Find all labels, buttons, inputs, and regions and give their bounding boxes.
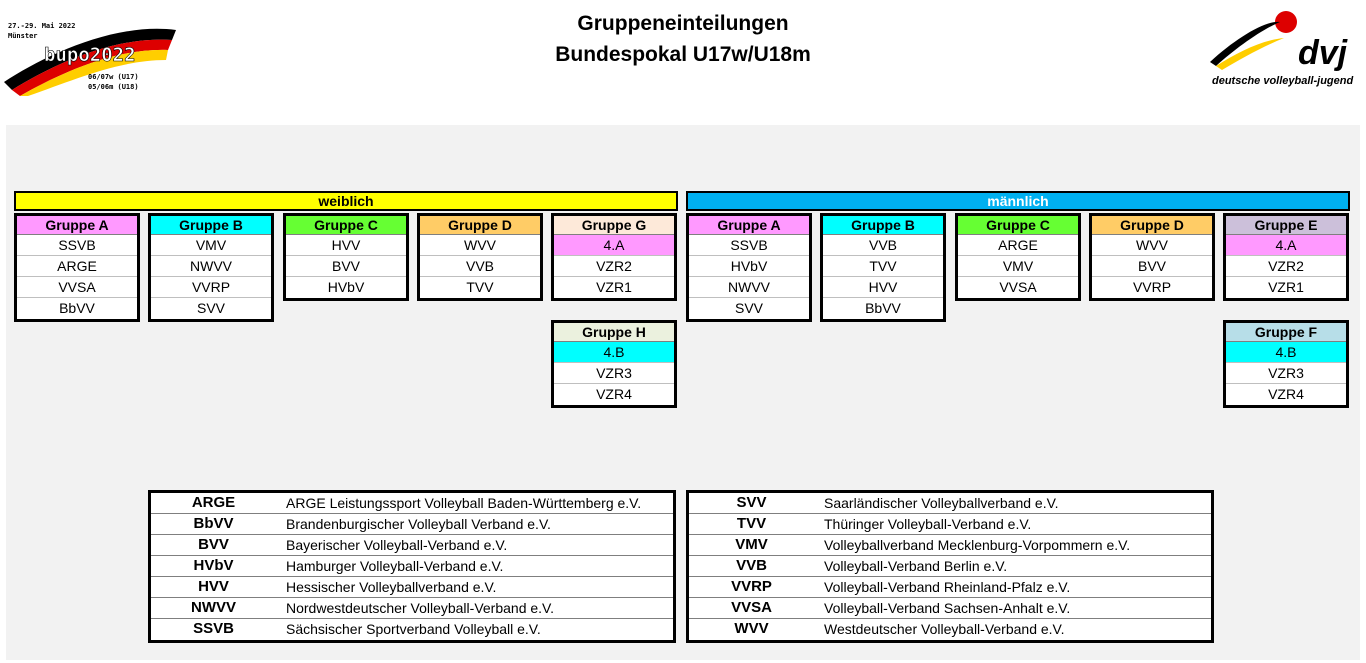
maennlich-group-b [820, 213, 946, 322]
legend-row [689, 598, 1211, 619]
legend-row [689, 556, 1211, 577]
legend-full-name: Volleyballverband Mecklenburg-Vorpommern e.V. [824, 537, 1131, 553]
weiblich-group-c [283, 213, 409, 301]
legend-full-name: Volleyball-Verband Sachsen-Anhalt e.V. [824, 600, 1071, 616]
maennlich-group-f [1223, 320, 1349, 408]
legend-full-name: Hessischer Volleyballverband e.V. [286, 579, 497, 595]
team-cell: 4.B [1226, 342, 1346, 363]
legend-row [689, 619, 1211, 640]
team-cell: VVRP [1132, 279, 1172, 295]
team-cell: BVV [1092, 256, 1212, 277]
team-cell: VMV [151, 235, 271, 256]
logo-age-m: 05/06m (U18) [88, 83, 139, 91]
legend-row [151, 514, 673, 535]
logo-dvj-tagline: deutsche volleyball-jugend [1212, 75, 1354, 87]
team-cell: WVV [420, 235, 540, 256]
legend-row [151, 619, 673, 640]
team-cell: VMV [958, 256, 1078, 277]
legend-full-name: Westdeutscher Volleyball-Verband e.V. [824, 621, 1065, 637]
legend-row [151, 577, 673, 598]
group-header: Gruppe F [1226, 323, 1346, 342]
bupo2022-logo [4, 16, 182, 96]
group-header: Gruppe H [554, 323, 674, 342]
legend-full-name: Nordwestdeutscher Volleyball-Verband e.V. [286, 600, 554, 616]
page-title [0, 8, 1366, 70]
legend-full-name: Volleyball-Verband Rheinland-Pfalz e.V. [824, 579, 1071, 595]
legend-row [151, 598, 673, 619]
legend-row [689, 514, 1211, 535]
group-header: Gruppe C [958, 216, 1078, 235]
team-cell: VZR2 [1226, 256, 1346, 277]
legend-full-name: Hamburger Volleyball-Verband e.V. [286, 558, 504, 574]
legend-abbreviation: SVV [736, 494, 767, 511]
legend-abbreviation: BbVV [193, 515, 234, 532]
group-header: Gruppe D [1092, 216, 1212, 235]
legend-abbreviation: ARGE [191, 494, 236, 511]
legend-abbreviation: SSVB [193, 620, 234, 637]
weiblich-group-h [551, 320, 677, 408]
team-cell: VZR1 [1268, 279, 1304, 295]
team-cell: ARGE [958, 235, 1078, 256]
team-cell: SSVB [17, 235, 137, 256]
legend-full-name: Sächsischer Sportverband Volleyball e.V. [286, 621, 541, 637]
team-cell: HVbV [689, 256, 809, 277]
team-cell: BVV [286, 256, 406, 277]
team-cell: VVB [420, 256, 540, 277]
logo-event-dates: 27.-29. Mai 2022 [8, 22, 76, 30]
team-cell: VVSA [17, 277, 137, 298]
legend-abbreviation: VMV [735, 536, 768, 553]
legend-table-right [686, 490, 1214, 643]
group-header: Gruppe B [151, 216, 271, 235]
title-line-1: Gruppeneinteilungen [577, 12, 789, 35]
weiblich-group-b [148, 213, 274, 322]
legend-abbreviation: NWVV [191, 599, 236, 616]
team-cell: HVbV [327, 279, 365, 295]
team-cell: SVV [196, 300, 225, 316]
legend-abbreviation: TVV [736, 515, 767, 532]
legend-abbreviation: HVbV [193, 557, 234, 574]
legend-row [689, 577, 1211, 598]
legend-row [151, 493, 673, 514]
team-cell: HVV [286, 235, 406, 256]
maennlich-group-a [686, 213, 812, 322]
team-cell: VZR2 [554, 256, 674, 277]
weiblich-group-g [551, 213, 677, 301]
team-cell: VZR3 [554, 363, 674, 384]
group-header: Gruppe E [1226, 216, 1346, 235]
section-weiblich: weiblich [14, 191, 678, 211]
team-cell: 4.A [1226, 235, 1346, 256]
group-header: Gruppe A [17, 216, 137, 235]
team-cell: HVV [823, 277, 943, 298]
team-cell: SSVB [689, 235, 809, 256]
section-maennlich: männlich [686, 191, 1350, 211]
team-cell: TVV [466, 279, 494, 295]
legend-abbreviation: VVB [736, 557, 767, 574]
team-cell: NWVV [151, 256, 271, 277]
team-cell: 4.B [554, 342, 674, 363]
team-cell: BbVV [59, 300, 95, 316]
legend-full-name: Volleyball-Verband Berlin e.V. [824, 558, 1008, 574]
legend-full-name: Saarländischer Volleyballverband e.V. [824, 495, 1059, 511]
team-cell: BbVV [865, 300, 901, 316]
team-cell: NWVV [689, 277, 809, 298]
legend-row [151, 556, 673, 577]
team-cell: VVB [823, 235, 943, 256]
maennlich-group-c [955, 213, 1081, 301]
legend-row [151, 535, 673, 556]
legend-abbreviation: VVSA [731, 599, 772, 616]
legend-full-name: Brandenburgischer Volleyball Verband e.V. [286, 516, 551, 532]
team-cell: VZR4 [596, 386, 632, 402]
legend-abbreviation: HVV [198, 578, 229, 595]
team-cell: TVV [823, 256, 943, 277]
team-cell: VZR3 [1226, 363, 1346, 384]
group-header: Gruppe C [286, 216, 406, 235]
team-cell: VZR1 [596, 279, 632, 295]
maennlich-group-e [1223, 213, 1349, 301]
legend-full-name: Bayerischer Volleyball-Verband e.V. [286, 537, 508, 553]
team-cell: SVV [734, 300, 763, 316]
logo-dvj-wordmark: dvj [1298, 34, 1348, 72]
maennlich-group-d [1089, 213, 1215, 301]
group-header: Gruppe G [554, 216, 674, 235]
legend-row [689, 493, 1211, 514]
group-header: Gruppe D [420, 216, 540, 235]
team-cell: VVSA [999, 279, 1037, 295]
legend-full-name: ARGE Leistungssport Volleyball Baden-Württemberg e.V. [286, 495, 642, 511]
weiblich-group-d [417, 213, 543, 301]
group-header: Gruppe B [823, 216, 943, 235]
legend-abbreviation: WVV [734, 620, 769, 637]
team-cell: WVV [1092, 235, 1212, 256]
group-header: Gruppe A [689, 216, 809, 235]
legend-abbreviation: VVRP [731, 578, 772, 595]
logo-event-city: Münster [8, 32, 38, 40]
logo-age-w: 06/07w (U17) [88, 73, 139, 81]
dvj-logo [1206, 8, 1364, 90]
team-cell: VZR4 [1268, 386, 1304, 402]
legend-full-name: Thüringer Volleyball-Verband e.V. [824, 516, 1032, 532]
title-line-2: Bundespokal U17w/U18m [555, 43, 811, 66]
weiblich-group-a [14, 213, 140, 322]
legend-abbreviation: BVV [198, 536, 229, 553]
team-cell: 4.A [554, 235, 674, 256]
logo-wordmark: bupo2022 [44, 44, 136, 66]
legend-row [689, 535, 1211, 556]
team-cell: ARGE [17, 256, 137, 277]
legend-table-left [148, 490, 676, 643]
team-cell: VVRP [151, 277, 271, 298]
